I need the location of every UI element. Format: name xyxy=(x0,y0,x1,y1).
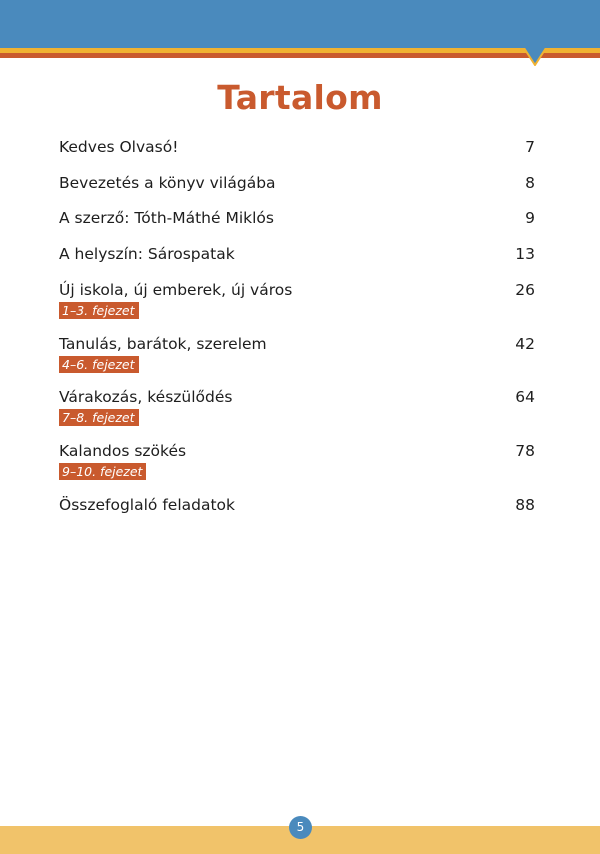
toc-entry-page: 13 xyxy=(515,245,535,263)
toc-entry[interactable] xyxy=(59,209,535,227)
toc-entry[interactable] xyxy=(59,335,535,373)
toc-entry-page: 7 xyxy=(525,138,535,156)
toc-entry-page: 78 xyxy=(515,442,535,460)
toc-entry-title: Kalandos szökés xyxy=(59,442,187,460)
toc-entry-page: 9 xyxy=(525,209,535,227)
chapter-range-badge: 4–6. fejezet xyxy=(59,356,139,373)
toc-entry-title: A helyszín: Sárospatak xyxy=(59,245,235,263)
toc-entry-title: Új iskola, új emberek, új város xyxy=(59,281,293,299)
toc-entry-page: 42 xyxy=(515,335,535,353)
chapter-range-badge: 9–10. fejezet xyxy=(59,463,146,480)
toc-entry-title: Összefoglaló feladatok xyxy=(59,496,235,514)
page-number-badge: 5 xyxy=(289,816,312,839)
chapter-range-badge: 1–3. fejezet xyxy=(59,302,139,319)
chapter-range-badge: 7–8. fejezet xyxy=(59,409,139,426)
toc-entry[interactable] xyxy=(59,496,535,514)
header-band xyxy=(0,0,600,48)
header-notch-icon xyxy=(524,48,546,66)
toc-entry-title: Tanulás, barátok, szerelem xyxy=(59,335,267,353)
toc-entry-title: Várakozás, készülődés xyxy=(59,388,233,406)
toc-entry[interactable] xyxy=(59,138,535,156)
toc-entry-page: 8 xyxy=(525,174,535,192)
toc-entry-title: Bevezetés a könyv világába xyxy=(59,174,276,192)
toc-entry-title: A szerző: Tóth-Máthé Miklós xyxy=(59,209,274,227)
toc-entry-title: Kedves Olvasó! xyxy=(59,138,179,156)
page-title: Tartalom xyxy=(217,78,383,117)
toc-entry[interactable] xyxy=(59,174,535,192)
toc-entry-page: 64 xyxy=(515,388,535,406)
toc-entry[interactable] xyxy=(59,281,535,319)
toc-entry-page: 26 xyxy=(515,281,535,299)
toc-entry[interactable] xyxy=(59,442,535,480)
toc-entry[interactable] xyxy=(59,245,535,263)
header-stripe-orange xyxy=(0,53,600,58)
toc-entry-page: 88 xyxy=(515,496,535,514)
toc-entry[interactable] xyxy=(59,388,535,426)
